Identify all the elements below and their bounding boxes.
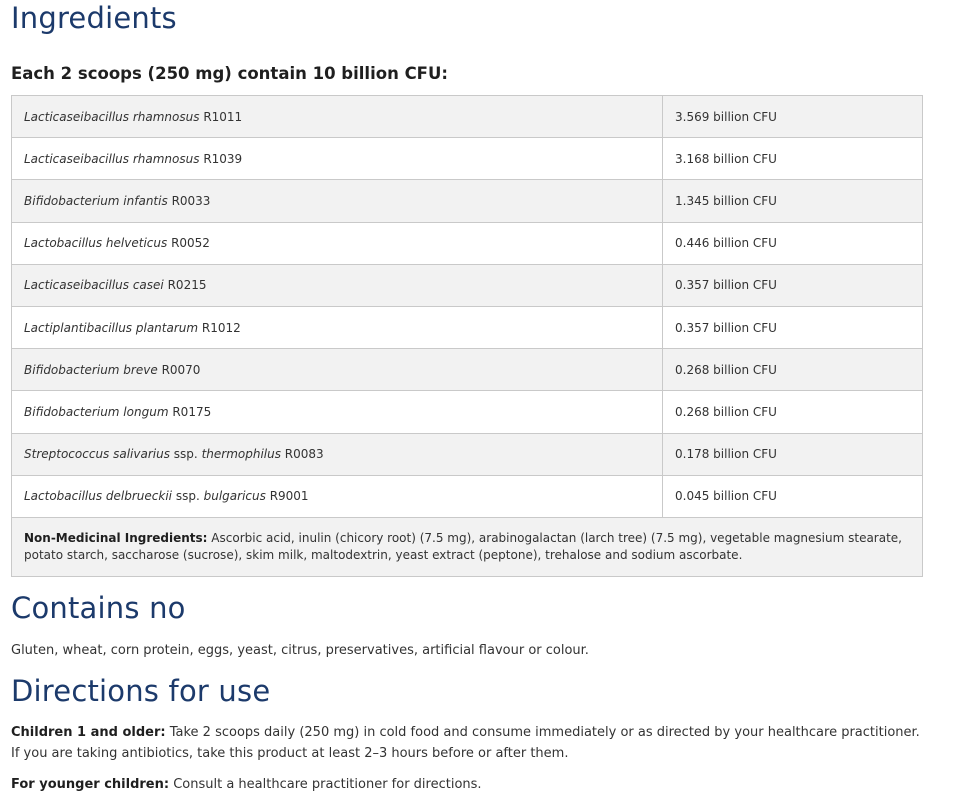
- table-row: [12, 180, 923, 222]
- table-row: [12, 96, 923, 138]
- directions-children-paragraph: [11, 723, 921, 764]
- table-row: [12, 306, 923, 348]
- ingredient-amount-cell: 3.569 billion CFU: [663, 96, 923, 138]
- ingredient-name-cell: [12, 349, 663, 391]
- species-name: Lactiplantibacillus plantarum: [24, 320, 199, 335]
- subspecies-name: bulgaricus: [203, 489, 266, 504]
- directions-younger-paragraph: [11, 775, 921, 796]
- ingredients-heading: Ingredients: [11, 1, 177, 35]
- children-label: Children 1 and older:: [11, 725, 166, 740]
- ingredient-name-cell: [12, 96, 663, 138]
- ingredient-name-cell: [12, 264, 663, 306]
- non-medicinal-text: Ascorbic acid, inulin (chicory root) (7.5 mg), arabinogalactan (larch tree) (7.5 mg), vegetable magnesium stearate, potato starch, saccharose (sucrose), skim milk, maltodextrin, yeast extract (peptone), trehalose and sodium ascorbate.: [24, 530, 902, 562]
- strain-code: R9001: [269, 489, 309, 504]
- strain-code: R0052: [171, 236, 210, 251]
- species-name: Streptococcus salivarius: [24, 447, 170, 462]
- contains-no-heading: Contains no: [11, 591, 186, 625]
- table-row: [12, 475, 923, 517]
- table-row: [12, 391, 923, 433]
- table-row: [12, 222, 923, 264]
- ingredient-amount-cell: 0.268 billion CFU: [663, 391, 923, 433]
- strain-code: R0175: [172, 404, 212, 419]
- ingredient-amount-cell: 0.446 billion CFU: [663, 222, 923, 264]
- species-name: Lactobacillus delbrueckii: [24, 489, 173, 504]
- table-row: [12, 349, 923, 391]
- table-row: [12, 264, 923, 306]
- species-name: Bifidobacterium longum: [24, 404, 169, 419]
- ingredient-amount-cell: 0.357 billion CFU: [663, 306, 923, 348]
- contains-no-text: Gluten, wheat, corn protein, eggs, yeast, citrus, preservatives, artificial flavour or colour.: [11, 643, 589, 658]
- ingredients-table: [11, 95, 923, 577]
- ingredient-name-cell: [12, 306, 663, 348]
- directions-heading: Directions for use: [11, 674, 271, 708]
- strain-code: R0215: [167, 278, 207, 293]
- strain-code: R0070: [161, 362, 201, 377]
- strain-code: R1012: [201, 320, 241, 335]
- table-row: [12, 433, 923, 475]
- table-row: [12, 138, 923, 180]
- ingredient-name-cell: [12, 180, 663, 222]
- subspecies-name: thermophilus: [201, 447, 281, 462]
- ingredient-amount-cell: 0.357 billion CFU: [663, 264, 923, 306]
- ingredient-name-cell: [12, 433, 663, 475]
- ingredient-amount-cell: 0.045 billion CFU: [663, 475, 923, 517]
- ingredient-amount-cell: 0.268 billion CFU: [663, 349, 923, 391]
- younger-text: Consult a healthcare practitioner for directions.: [173, 777, 482, 792]
- non-medicinal-row: [12, 517, 923, 576]
- ingredient-name-cell: [12, 475, 663, 517]
- subspecies-marker: ssp.: [173, 447, 198, 462]
- ingredient-amount-cell: 1.345 billion CFU: [663, 180, 923, 222]
- species-name: Lacticaseibacillus casei: [24, 278, 164, 293]
- ingredient-amount-cell: 3.168 billion CFU: [663, 138, 923, 180]
- ingredient-name-cell: [12, 138, 663, 180]
- strain-code: R1011: [203, 109, 243, 124]
- species-name: Bifidobacterium breve: [24, 362, 158, 377]
- ingredient-name-cell: [12, 391, 663, 433]
- strain-code: R0033: [171, 193, 211, 208]
- subspecies-marker: ssp.: [175, 489, 200, 504]
- species-name: Lactobacillus helveticus: [24, 236, 168, 251]
- younger-label: For younger children:: [11, 777, 170, 792]
- non-medicinal-cell: [12, 517, 923, 576]
- strain-code: R0083: [284, 447, 324, 462]
- ingredient-amount-cell: 0.178 billion CFU: [663, 433, 923, 475]
- non-medicinal-label: Non-Medicinal Ingredients:: [24, 530, 208, 545]
- species-name: Lacticaseibacillus rhamnosus: [24, 151, 200, 166]
- dosage-subheading: Each 2 scoops (250 mg) contain 10 billion CFU:: [11, 64, 448, 83]
- species-name: Lacticaseibacillus rhamnosus: [24, 109, 200, 124]
- species-name: Bifidobacterium infantis: [24, 193, 168, 208]
- children-text: Take 2 scoops daily (250 mg) in cold food and consume immediately or as directed by your healthcare practitioner. If you are taking antibiotics, take this product at least 2–3 hours before or after them.: [11, 725, 920, 761]
- strain-code: R1039: [203, 151, 243, 166]
- ingredient-name-cell: [12, 222, 663, 264]
